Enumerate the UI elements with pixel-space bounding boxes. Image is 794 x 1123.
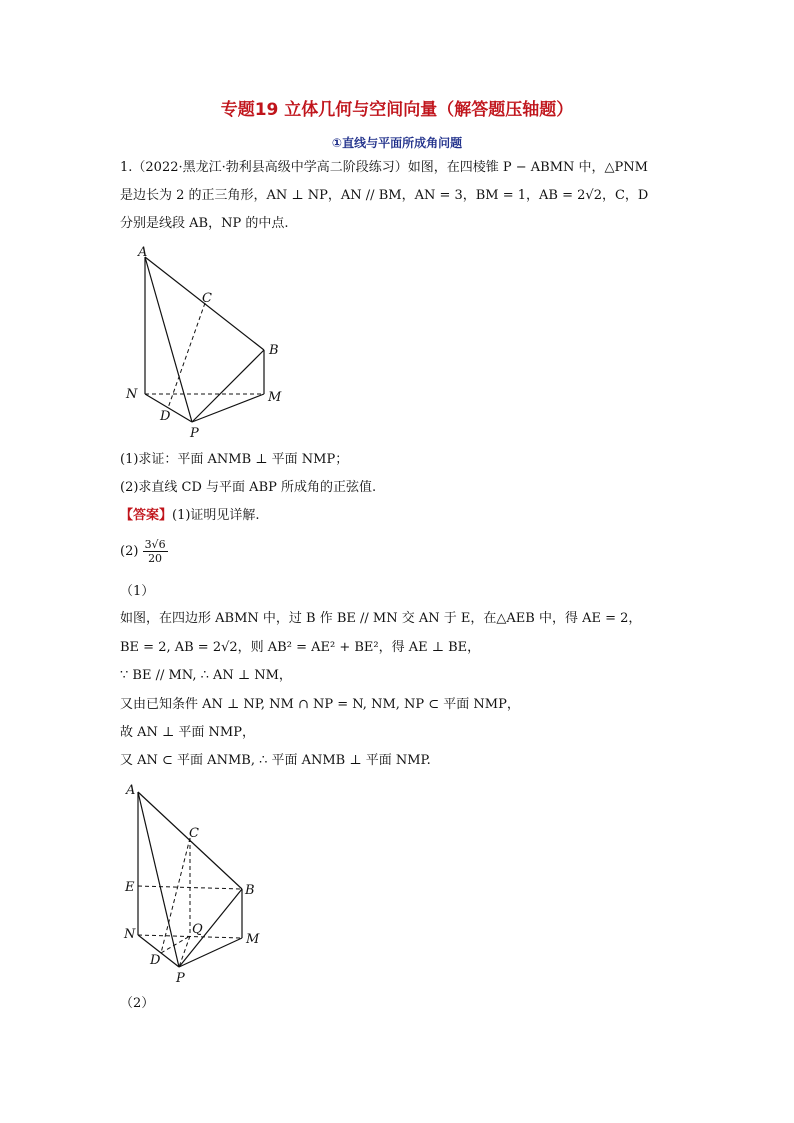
label-N: N [124,927,136,942]
label-Q: Q [192,922,203,937]
problem-line-2: 是边长为 2 的正三角形，AN ⊥ NP，AN // BM，AN = 3，BM = 1，AB = 2√2，C，D [120,188,649,203]
solution-part-2-label: （2） [120,996,155,1011]
label-C: C [202,291,212,306]
edge-AP [138,792,179,967]
solution-line-6: 又 AN ⊂ 平面 ANMB, ∴ 平面 ANMB ⊥ 平面 NMP. [120,753,431,768]
page-title: 专题19 立体几何与空间向量（解答题压轴题） [220,100,574,120]
label-M: M [268,390,282,405]
edge-MP [179,938,242,967]
label-E: E [125,880,135,895]
label-C: C [189,826,199,841]
label-B: B [269,343,279,358]
edge-MP [192,394,264,422]
label-B: B [245,883,255,898]
solution-line-2: BE = 2, AB = 2√2，则 AB² = AE² + BE²，得 AE ⊥ BE， [120,640,481,655]
solution-line-4: 又由已知条件 AN ⊥ NP, NM ∩ NP = N, NM, NP ⊂ 平面 NMP， [120,697,520,712]
section-subtitle: ①直线与平面所成角问题 [331,136,463,150]
figure-1-pyramid [120,240,300,440]
solution-line-1: 如图，在四边形 ABMN 中，过 B 作 BE // MN 交 AN 于 E，在△AEB 中，得 AE = 2， [120,611,642,626]
label-A: A [126,783,136,798]
edge-AP [145,257,192,422]
edge-BP [179,889,242,967]
fraction-numerator: 3√6 [144,538,166,551]
figure-2-pyramid [118,778,278,988]
question-1: (1)求证：平面 ANMB ⊥ 平面 NMP； [120,452,349,467]
label-P: P [190,426,199,440]
label-D: D [160,409,171,424]
solution-part-1-label: （1） [120,584,155,599]
question-2: (2)求直线 CD 与平面 ABP 所成角的正弦值. [120,480,377,495]
edge-BP [192,350,264,422]
label-M: M [246,932,260,947]
problem-line-1: 1.（2022·黑龙江·勃利县高级中学高二阶段练习）如图，在四棱锥 P − ABMN 中，△PNM [120,160,648,175]
answer-part-1: (1)证明见详解. [172,508,260,523]
label-N: N [126,387,138,402]
solution-line-5: 故 AN ⊥ 平面 NMP， [120,725,255,740]
answer-fraction [143,538,168,565]
label-A: A [138,245,148,260]
answer-part-2 [120,538,168,565]
fraction-denominator: 20 [148,552,163,565]
solution-line-3: ∵ BE // MN, ∴ AN ⊥ NM， [120,668,292,683]
problem-line-3: 分别是线段 AB，NP 的中点. [120,216,289,231]
answer-part-2-label: (2) [120,544,139,559]
answer-tag: 【答案】 [120,508,173,523]
label-P: P [176,971,185,986]
label-D: D [150,953,161,968]
answer-line [120,507,260,525]
